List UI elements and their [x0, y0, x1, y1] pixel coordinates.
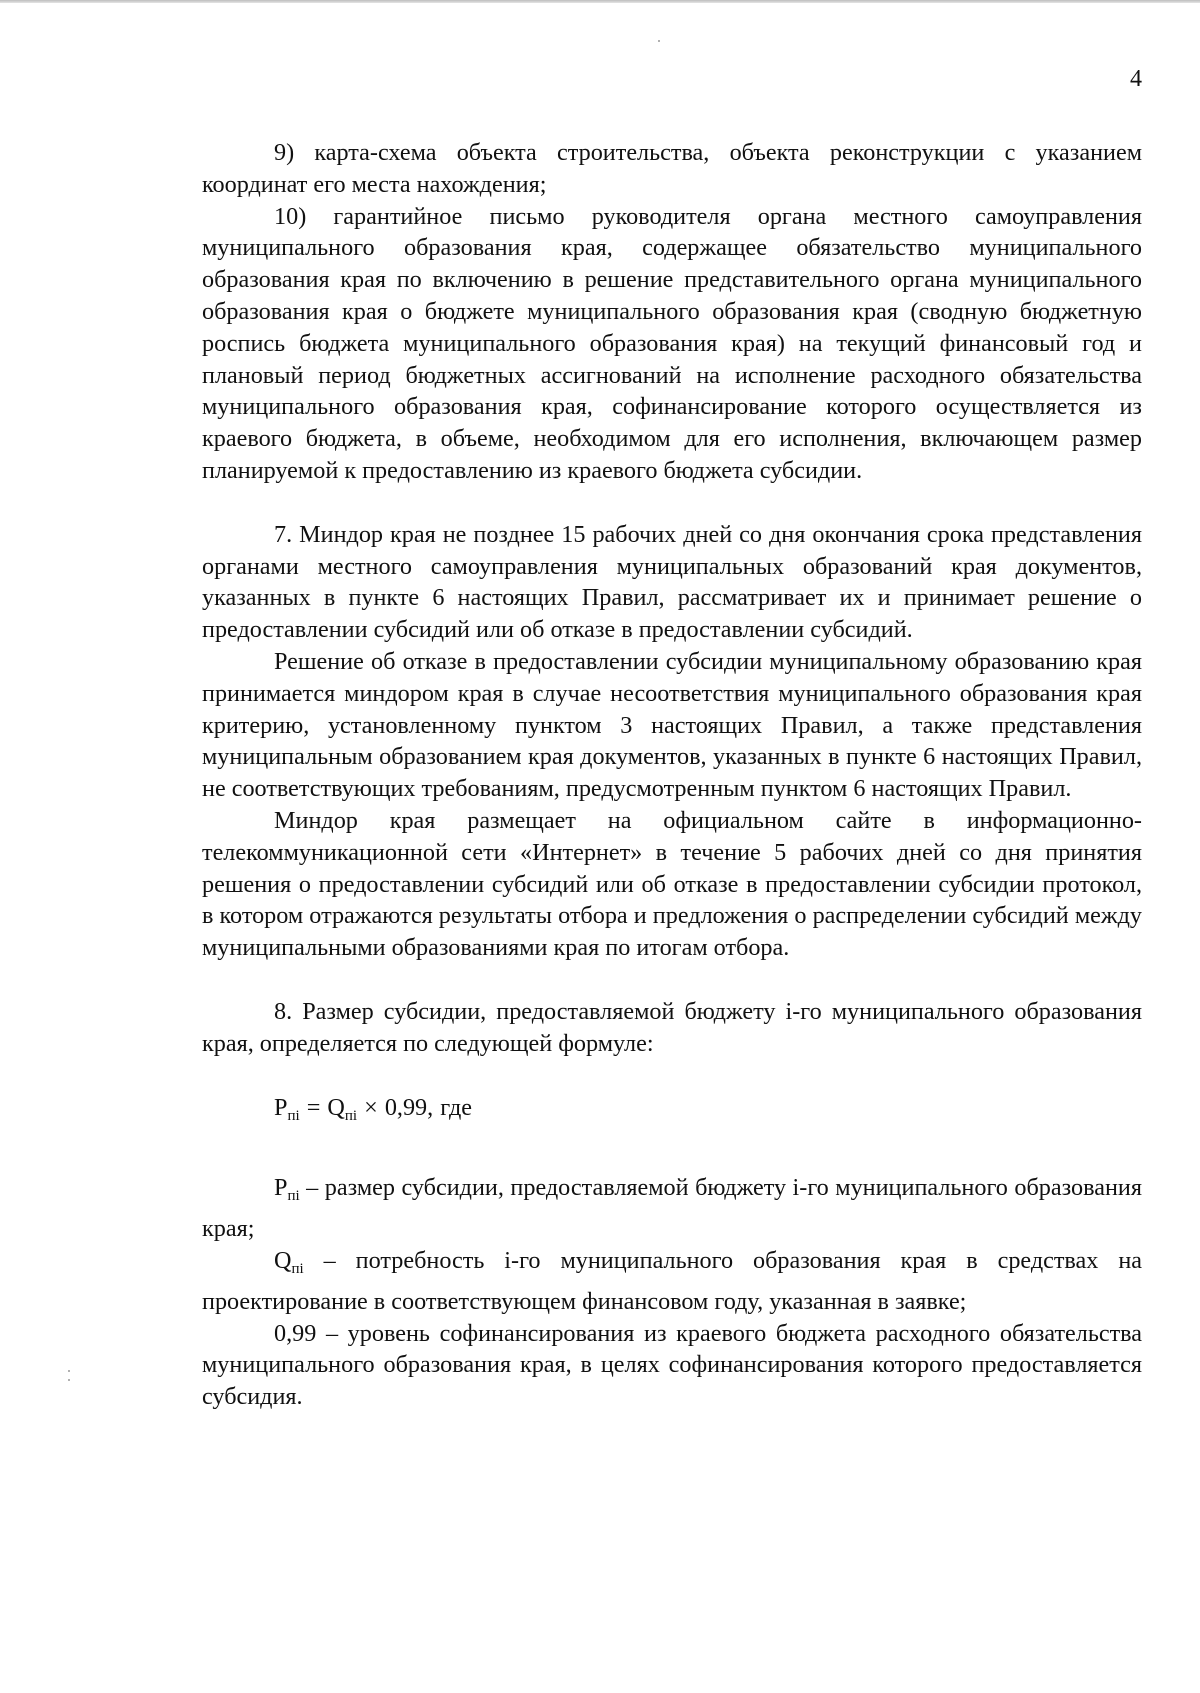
definition-coefficient: 0,99 – уровень софинансирования из краевого бюджета расходного обязательства муниципального образования края, в целях софинансирования которого предоставляется субсидия.: [202, 1319, 1142, 1411]
paragraph-refusal-decision: Решение об отказе в предоставлении субсидии муниципальному образованию края принимается миндором края в случае несоответствия муниципального образования края критерию, установленному пунктом 3 настоящих Правил, а также представления муниципальным образованием края документов, указанных в пункте 6 настоящих Правил, не соответствующих требованиям, предусмотренным пунктом 6 настоящих Правил.: [202, 647, 1142, 803]
scan-speck: [658, 40, 660, 42]
paragraph-clause-7: 7. Миндор края не позднее 15 рабочих дней со дня окончания срока представления органами местного самоуправления муниципальных образований края документов, указанных в пункте 6 настоящих Правил, рассматривает их и принимает решение о предоставлении субсидий или об отказе в предоставлении субсидий.: [202, 520, 1142, 644]
paragraph-item-9: 9) карта-схема объекта строительства, объекта реконструкции с указанием координат его места нахождения;: [202, 139, 1142, 198]
paragraph-clause-8: 8. Размер субсидии, предоставляемой бюджету i-го муниципального образования края, определяется по следующей формуле:: [202, 997, 1142, 1057]
page-number: 4: [1130, 66, 1142, 92]
scan-top-edge: [0, 0, 1200, 3]
paragraph-spacer: [202, 964, 1142, 996]
subsidy-formula: $P_{пi} = Q_{пi} \times 0,99$, где: [274, 1093, 472, 1124]
paragraph-item-10: 10) гарантийное письмо руководителя органа местного самоуправления муниципального образования края, содержащее обязательство муниципального образования края по включению в решение представительного органа муниципального образования края о бюджете муниципального образования края (сводную бюджетную роспись бюджета муниципального образования края) на текущий финансовый год и плановый период бюджетных ассигнований на исполнение расходного обязательства муниципального образования края, софинансирование которого осуществляется из краевого бюджета, в объеме, необходимом для его исполнения, включающем размер планируемой к предоставлению из краевого бюджета субсидии.: [202, 202, 1142, 484]
scan-speck: [68, 1379, 70, 1381]
paragraph-spacer: [202, 1132, 1142, 1172]
document-body: [202, 137, 1142, 1413]
paragraph-publication: Миндор края размещает на официальном сайте в информационно-телекоммуникационной сети «Интернет» в течение 5 рабочих дней со дня принятия решения о предоставлении субсидий или об отказе в предоставлении субсидии протокол, в котором отражаются результаты отбора и предложения о распределении субсидий между муниципальными образованиями края по итогам отбора.: [202, 806, 1142, 962]
paragraph-spacer: [202, 487, 1142, 519]
paragraph-spacer: [202, 1060, 1142, 1092]
definition-p: $P_{пi}$ – размер субсидии, предоставляемой бюджету i-го муниципального образования края;: [202, 1174, 1142, 1243]
scan-speck: [68, 1370, 70, 1372]
definition-q: $Q_{пi}$ – потребность i-го муниципального образования края в средствах на проектирование в соответствующем финансовом году, указанная в заявке;: [202, 1246, 1142, 1315]
